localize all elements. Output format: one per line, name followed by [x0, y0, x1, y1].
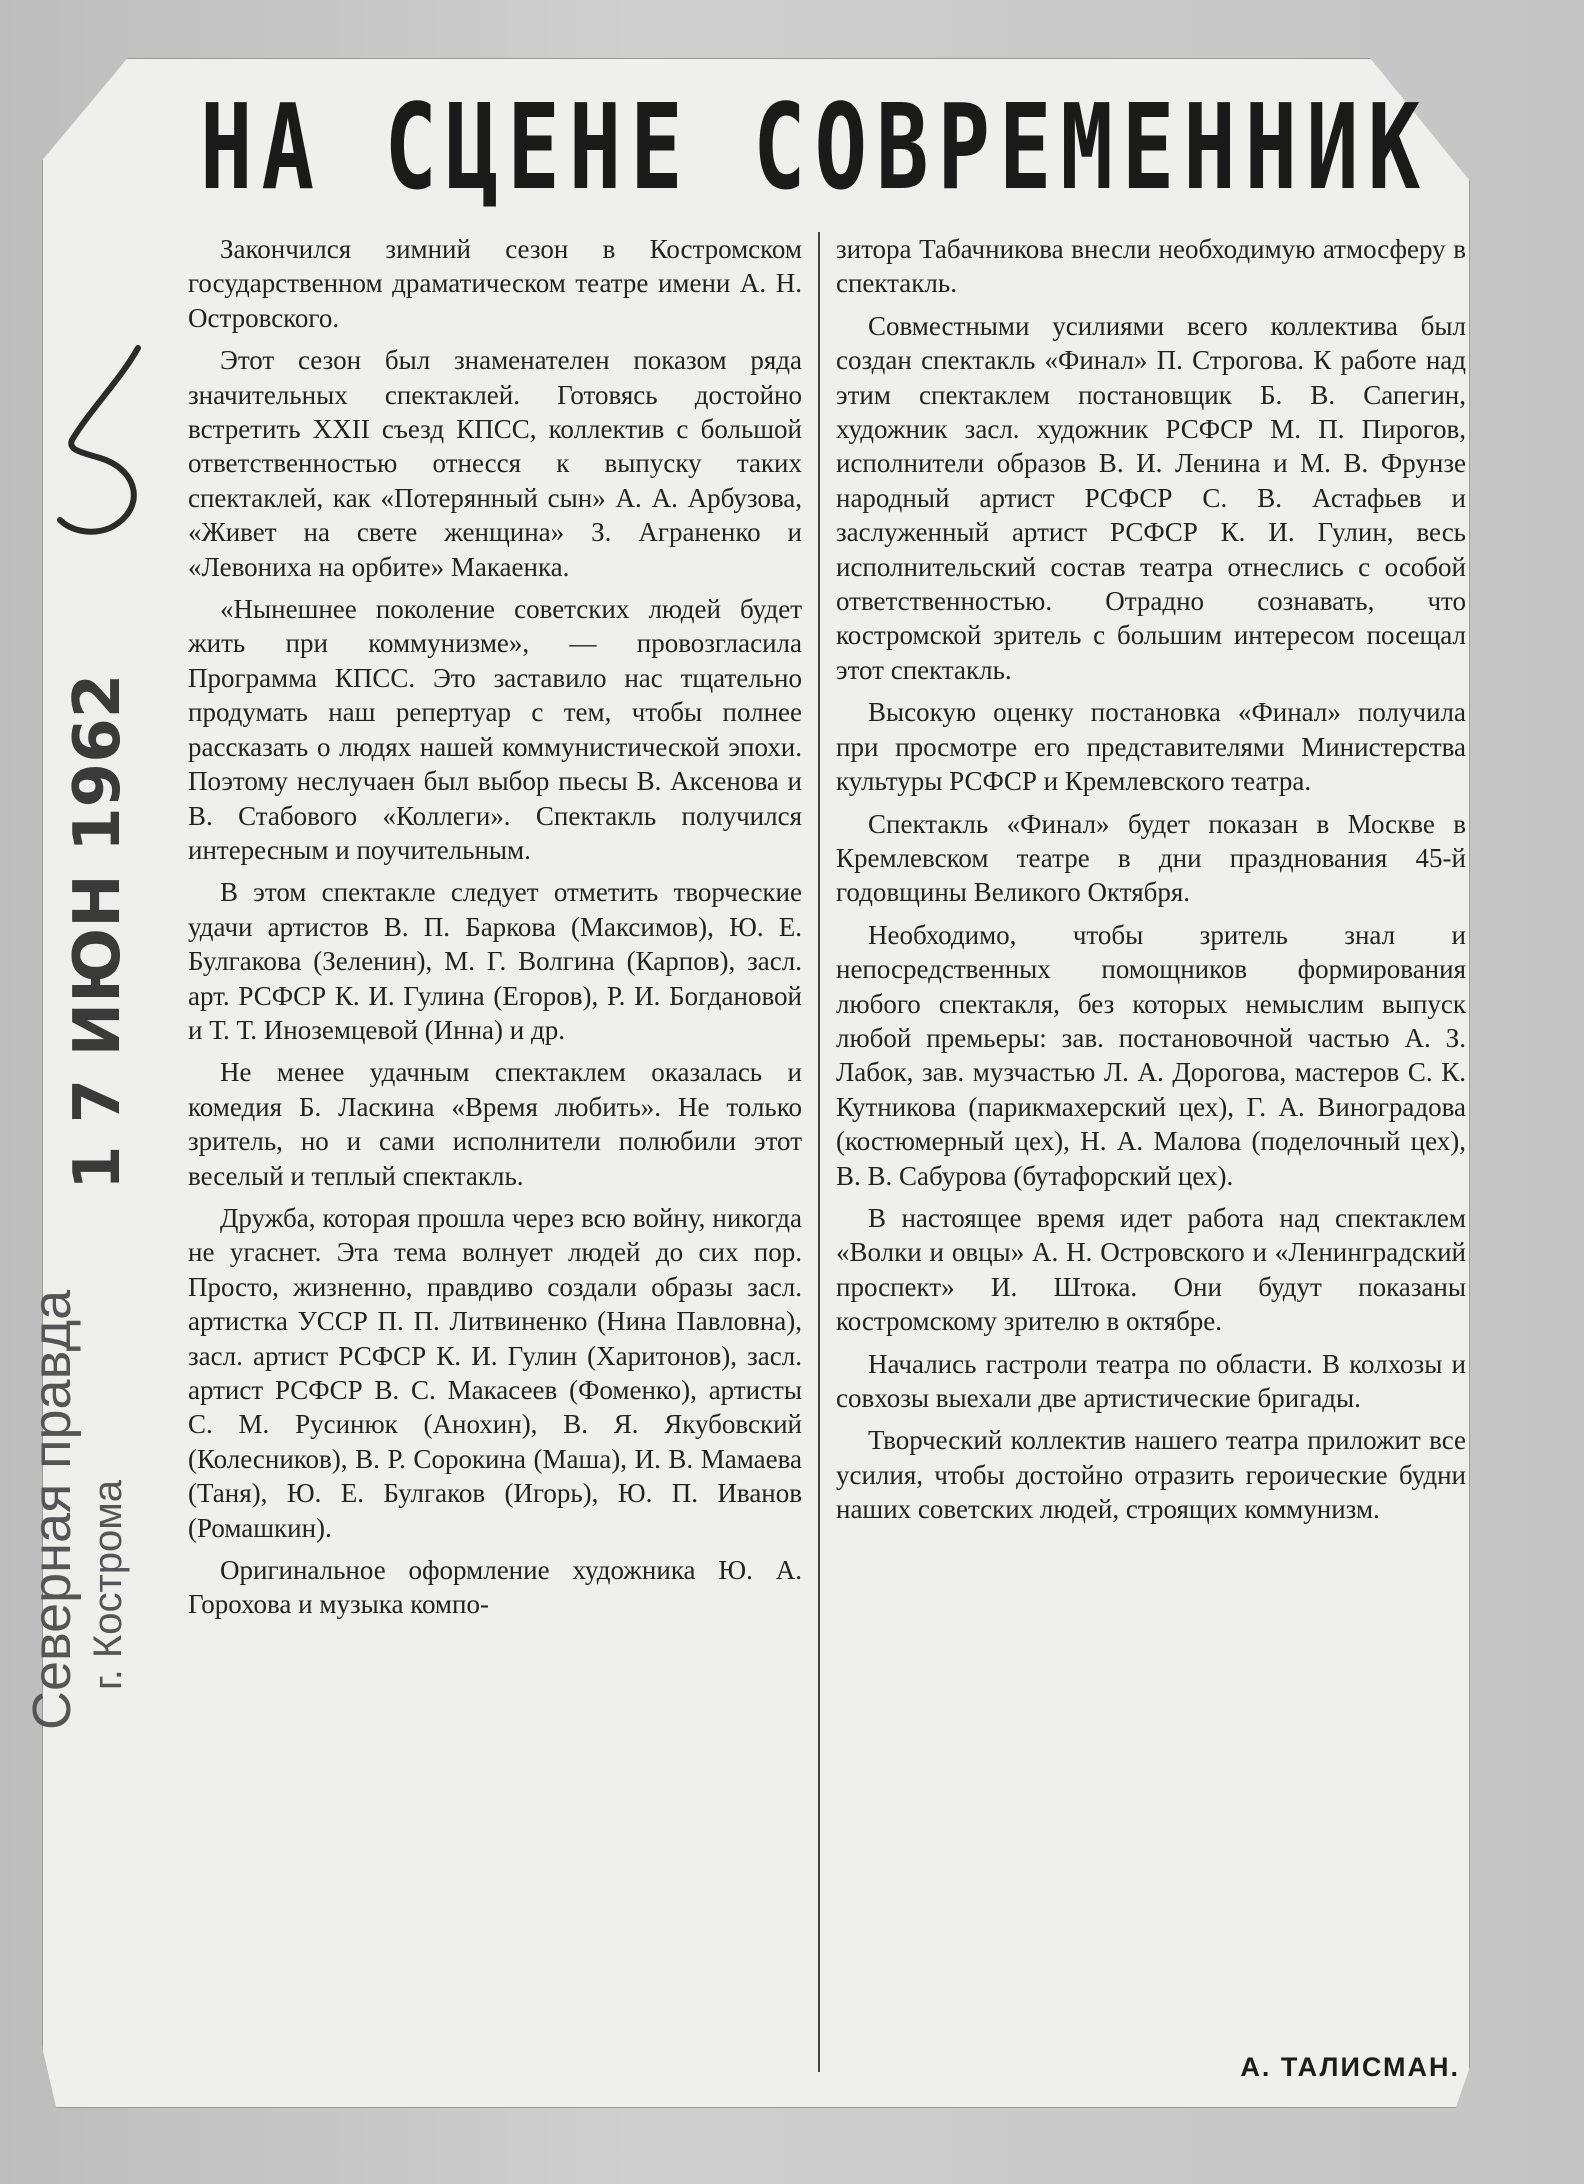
source-stamp: [20, 673, 140, 1730]
handwritten-mark-icon: [50, 340, 160, 540]
paragraph: Не менее удачным спектаклем оказалась и комедия Б. Ласкина «Время любить». Не только зритель, но и сами исполнители полюбили этот веселый и теплый спектакль.: [188, 1057, 802, 1191]
newspaper-name: Северная правда: [22, 1289, 82, 1730]
paragraph: Оригинальное оформление художника Ю. А. Горохова и музыка компо-: [188, 1555, 802, 1620]
article-column-right: [836, 232, 1466, 1535]
paragraph: Высокую оценку постановка «Финал» получила при просмотре его представителями Министерства культуры РСФСР и Кремлевского театра.: [836, 697, 1466, 797]
paragraph: Закончился зимний сезон в Костромском государственном драматическом театре имени А. Н. Островского.: [188, 234, 802, 333]
paragraph: Дружба, которая прошла через всю войну, никогда не угаснет. Эта тема волнует людей до сих пор. Просто, жизненно, правдиво создали образы засл. артистка УССР П. П. Литвиненко (Нина Павловна), засл. артист РСФСР К. И. Гулин (Харитонов), засл. артист РСФСР В. С. Макасеев (Фоменко), артисты С. М. Русинюк (Анохин), В. Я. Якубовский (Колесников), В. Р. Сорокина (Маша), И. В. Мамаева (Таня), Ю. Е. Булгаков (Игорь), Ю. П. Иванов (Ромашкин).: [188, 1202, 802, 1543]
article-column-left: [188, 232, 802, 1630]
headline: НА СЦЕНЕ СОВРЕМЕННИК: [200, 78, 1430, 216]
paragraph: В настоящее время идет работа над спектаклем «Волки и овцы» А. Н. Островского и «Ленинградский проспект» И. Штока. Они будут показаны костромскому зрителю в октябре.: [836, 1202, 1466, 1337]
paragraph: Этот сезон был знаменателен показом ряда значительных спектаклей. Готовясь достойно встретить XXII съезд КПСС, коллектив с большой ответственностью отнесся к выпуску таких спектаклей, как «Потерянный сын» А. А. Арбузова, «Живет на свете женщина» З. Аграненко и «Левониха на орбите» Макаенка.: [188, 345, 802, 582]
paragraph: Совместными усилиями всего коллектива был создан спектакль «Финал» П. Строгова. К работе над этим спектаклем постановщик Б. В. Сапегин, художник засл. художник РСФСР М. П. Пирогов, исполнители образов В. И. Ленина и М. В. Фрунзе народный артист РСФСР С. В. Астафьев и заслуженный артист РСФСР К. И. Гулин, весь исполнительский состав театра отнеслись с особой ответственностью. Отрадно сознавать, что костромской зритель с большим интересом посещал этот спектакль.: [836, 310, 1466, 685]
paragraph: Творческий коллектив нашего театра приложит все усилия, чтобы достойно отразить героические будни наших советских людей, строящих коммунизм.: [836, 1425, 1466, 1525]
date-stamp: 1 7 ИЮН 1962: [61, 673, 135, 1190]
author-signature: А. ТАЛИСМАН.: [1240, 2052, 1460, 2082]
paragraph: В этом спектакле следует отметить творческие удачи артистов В. П. Баркова (Максимов), Ю. Е. Булгакова (Зеленин), М. Г. Волгина (Карпов), засл. арт. РСФСР К. И. Гулина (Егоров), Р. И. Богдановой и Т. Т. Иноземцевой (Инна) и др.: [188, 877, 802, 1045]
paragraph: Начались гастроли театра по области. В колхозы и совхозы выехали две артистические бригады.: [836, 1348, 1466, 1413]
column-divider: [818, 232, 820, 2072]
city-name: г. Кострома: [86, 1479, 130, 1690]
paragraph: Необходимо, чтобы зритель знал и непосредственных помощников формирования любого спектакля, без которых немыслим выпуск любой премьеры: зав. постановочной частью А. З. Лабок, зав. музчастью Л. А. Дорогова, мастеров С. К. Кутникова (парикмахерский цех), Г. А. Виноградова (костюмерный цех), Н. А. Малова (поделочный цех), В. В. Сабурова (бутафорский цех).: [836, 919, 1466, 1191]
paragraph: «Нынешнее поколение советских людей будет жить при коммунизме», — провозгласила Программа КПСС. Это заставило нас тщательно продумать наш репертуар с тем, чтобы полнее рассказать о людях нашей коммунистической эпохи. Поэтому неслучаен был выбор пьесы В. Аксенова и В. Стабового «Коллеги». Спектакль получился интересным и поучительным.: [188, 594, 802, 865]
paragraph: зитора Табачникова внесли необходимую атмосферу в спектакль.: [836, 234, 1466, 299]
paragraph: Спектакль «Финал» будет показан в Москве в Кремлевском театре в дни празднования 45-й годовщины Великого Октября.: [836, 808, 1466, 908]
